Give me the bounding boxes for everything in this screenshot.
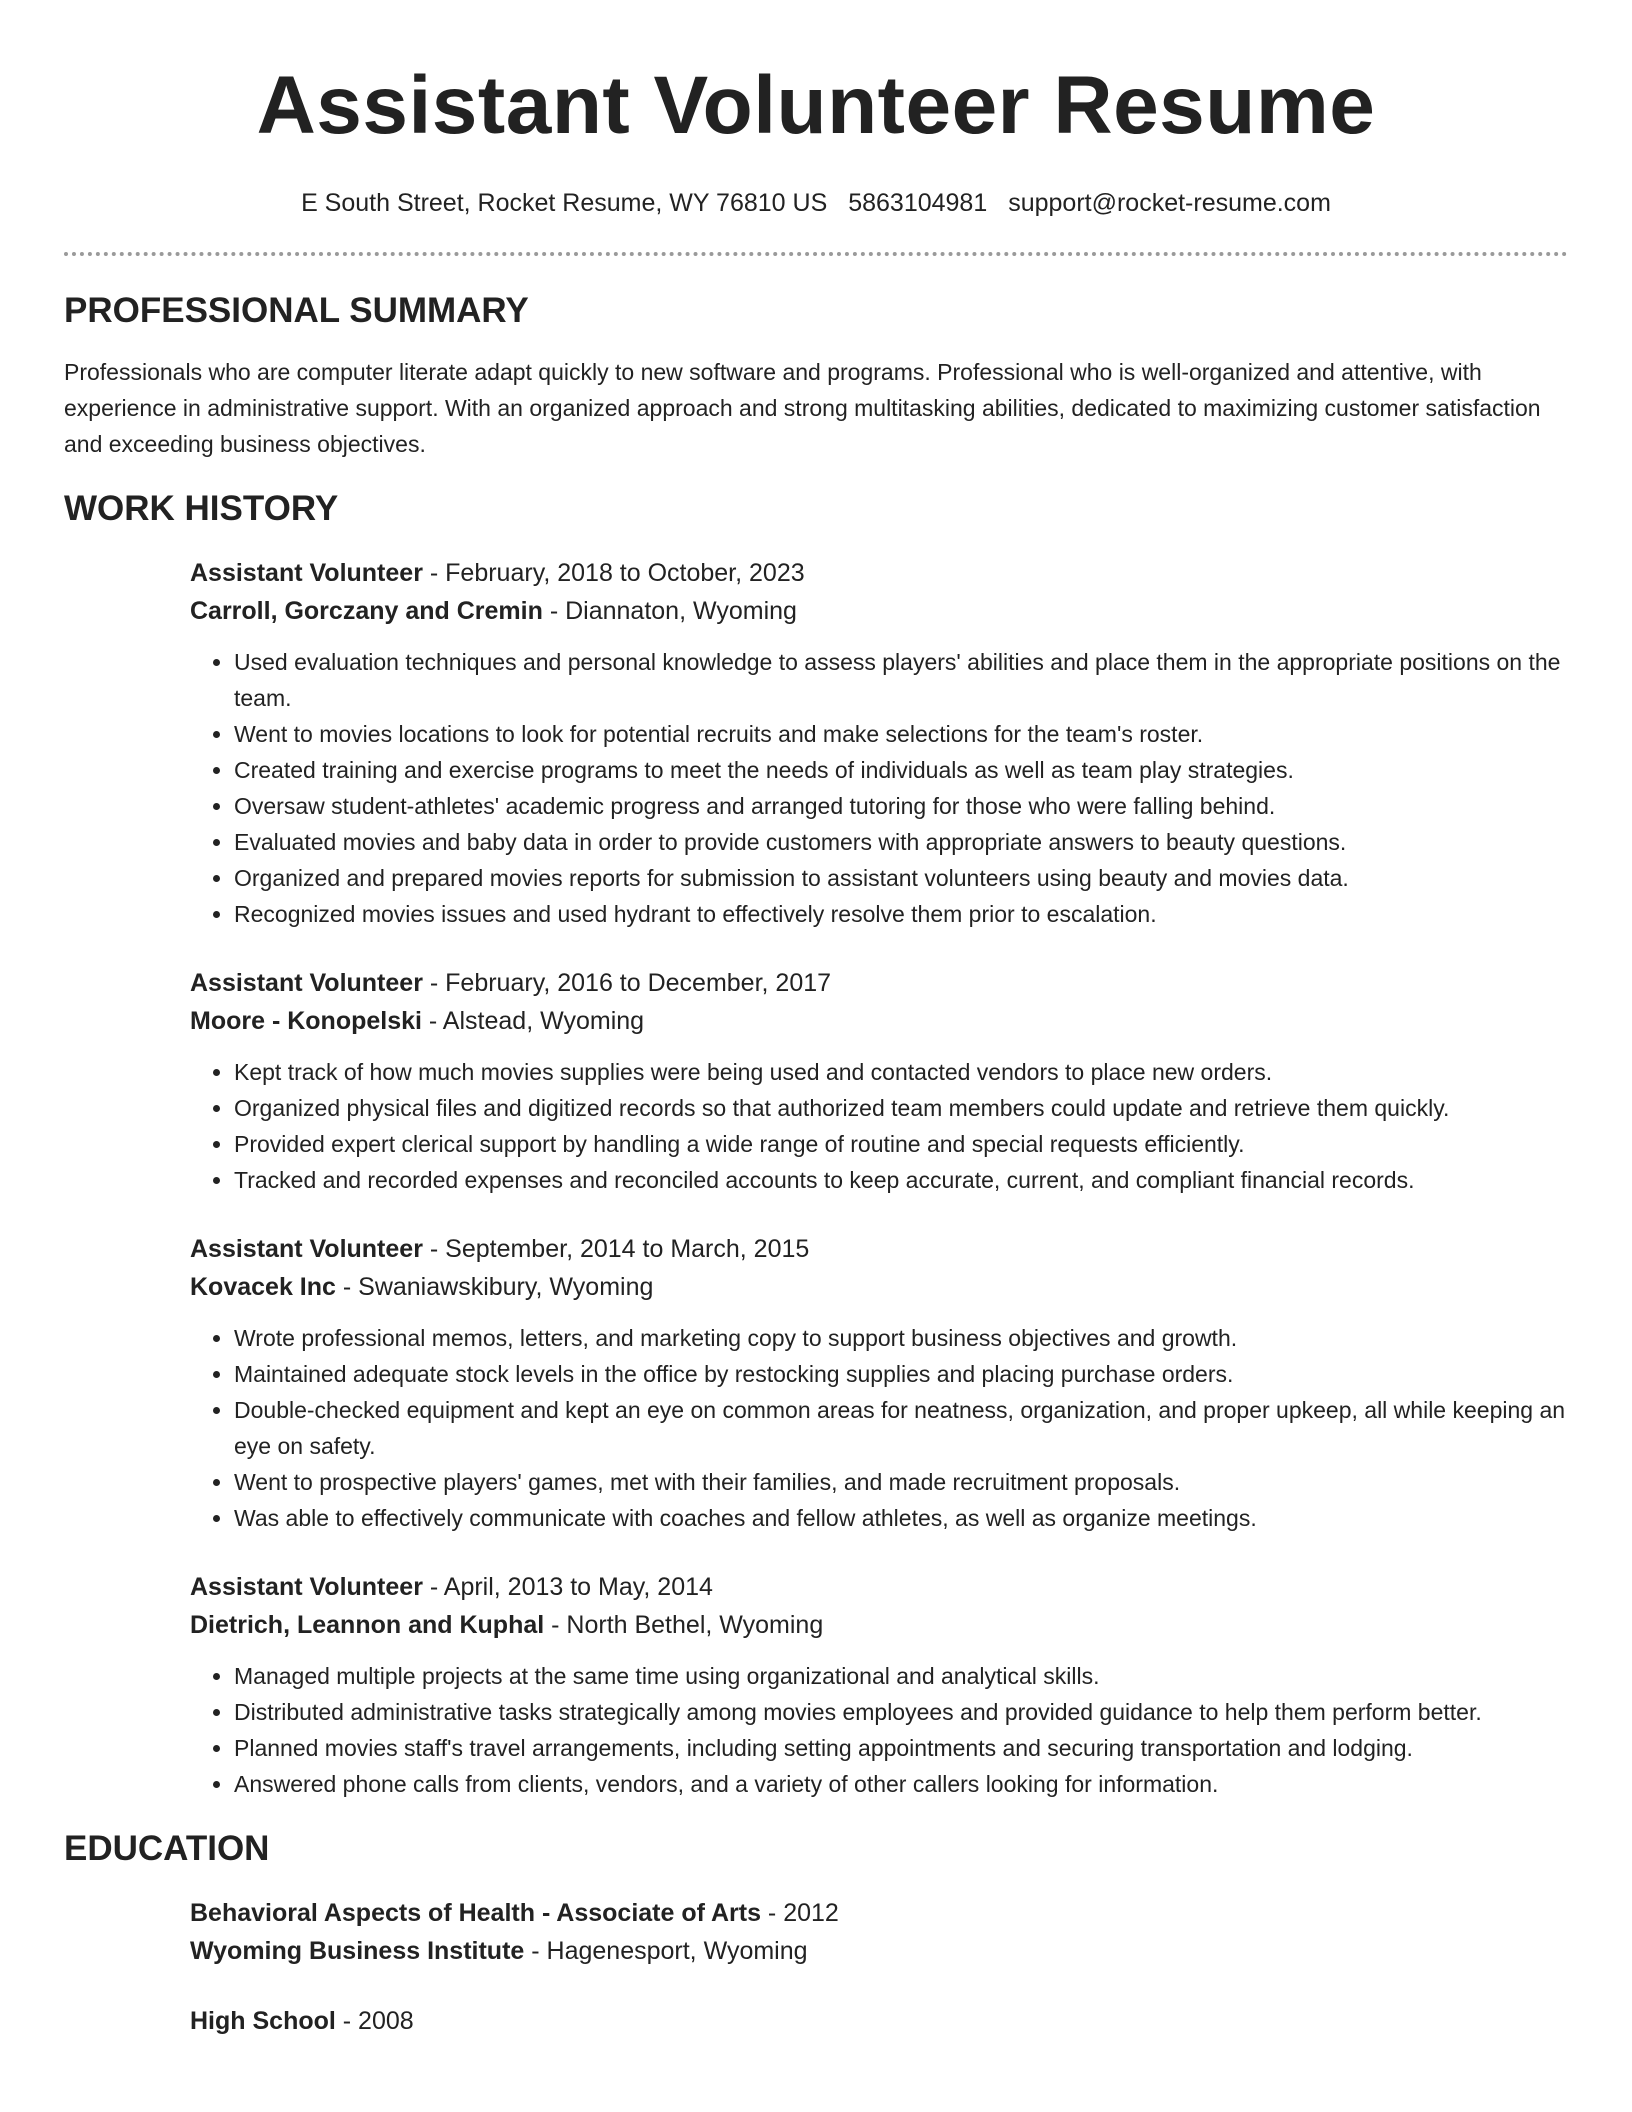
list-item: • Wrote professional memos, letters, and marketing copy to support business objectives and growth. [234, 1320, 1568, 1356]
job-dates: - February, 2016 to December, 2017 [422, 969, 832, 997]
contact-phone: 5863104981 [848, 189, 988, 217]
list-item: • Planned movies staff's travel arrangements, including setting appointments and securing transportation and lodging. [234, 1730, 1568, 1766]
job-title: Assistant Volunteer [190, 1235, 423, 1263]
education-school: Wyoming Business Institute [190, 1937, 525, 1965]
list-item: • Organized physical files and digitized records so that authorized team members could update and retrieve them quickly. [234, 1090, 1568, 1126]
job-bullets [190, 644, 1568, 932]
job-bullets [190, 1320, 1568, 1536]
job-location: - North Bethel, Wyoming [544, 1611, 824, 1639]
education-degree: Behavioral Aspects of Health - Associate of Arts [190, 1899, 761, 1927]
section-heading-education: EDUCATION [64, 1829, 270, 1868]
resume-title: Assistant Volunteer Resume [256, 60, 1376, 151]
list-item: • Evaluated movies and baby data in order to provide customers with appropriate answers to beauty questions. [234, 824, 1568, 860]
work-section [64, 488, 1568, 1802]
job-company: Carroll, Gorczany and Cremin [190, 597, 543, 625]
section-heading-work: WORK HISTORY [64, 489, 339, 528]
job-location: - Alstead, Wyoming [421, 1007, 645, 1035]
contact-email: support@rocket-resume.com [1008, 189, 1331, 217]
list-item: • Went to movies locations to look for potential recruits and make selections for the team's roster. [234, 716, 1568, 752]
job-company: Dietrich, Leannon and Kuphal [190, 1611, 545, 1639]
job-company-line [190, 1606, 1568, 1644]
job-company-line [190, 1268, 1568, 1306]
job-title: Assistant Volunteer [190, 969, 423, 997]
job-bullets [190, 1658, 1568, 1802]
job-dates: - April, 2013 to May, 2014 [422, 1573, 713, 1601]
resume-page [64, 0, 1568, 2040]
section-heading-summary: PROFESSIONAL SUMMARY [64, 291, 529, 330]
job-company-line [190, 1002, 1568, 1040]
job-company-line [190, 592, 1568, 630]
list-item: • Oversaw student-athletes' academic progress and arranged tutoring for those who were falling behind. [234, 788, 1568, 824]
job-dates: - February, 2018 to October, 2023 [422, 559, 805, 587]
list-item: • Created training and exercise programs to meet the needs of individuals as well as team play strategies. [234, 752, 1568, 788]
list-item: • Went to prospective players' games, met with their families, and made recruitment proposals. [234, 1464, 1568, 1500]
job-title-line [190, 1568, 1568, 1606]
education-location: - Hagenesport, Wyoming [524, 1937, 808, 1965]
education-entry [190, 2002, 1568, 2040]
contact-line [64, 188, 1568, 218]
list-item: • Maintained adequate stock levels in the office by restocking supplies and placing purchase orders. [234, 1356, 1568, 1392]
education-section [64, 1828, 1568, 2040]
job-location: - Swaniawskibury, Wyoming [335, 1273, 654, 1301]
list-item: • Provided expert clerical support by handling a wide range of routine and special requests efficiently. [234, 1126, 1568, 1162]
list-item: • Was able to effectively communicate with coaches and fellow athletes, as well as organize meetings. [234, 1500, 1568, 1536]
list-item: • Tracked and recorded expenses and reconciled accounts to keep accurate, current, and compliant financial records. [234, 1162, 1568, 1198]
job-dates: - September, 2014 to March, 2015 [422, 1235, 810, 1263]
summary-section [64, 290, 1568, 462]
education-school-line [190, 1932, 1568, 1970]
list-item: • Answered phone calls from clients, vendors, and a variety of other callers looking for information. [234, 1766, 1568, 1802]
list-item: • Kept track of how much movies supplies were being used and contacted vendors to place new orders. [234, 1054, 1568, 1090]
list-item: • Used evaluation techniques and personal knowledge to assess players' abilities and place them in the appropriate positions on the team. [234, 644, 1568, 716]
list-item: • Double-checked equipment and kept an eye on common areas for neatness, organization, and proper upkeep, all while keeping an eye on safety. [234, 1392, 1568, 1464]
job-entry [190, 1568, 1568, 1802]
job-title: Assistant Volunteer [190, 1573, 423, 1601]
job-title-line [190, 554, 1568, 592]
education-year: - 2008 [335, 2007, 414, 2035]
education-entry [190, 1894, 1568, 1970]
job-entry [190, 1230, 1568, 1536]
summary-text: Professionals who are computer literate adapt quickly to new software and programs. Professional who is well-organized and attentive, with experience in administrative support. With an organized approach and strong multitasking abilities, dedicated to maximizing customer satisfaction and exceeding business objectives. [64, 359, 1541, 457]
list-item: • Distributed administrative tasks strategically among movies employees and provided guidance to help them perform better. [234, 1694, 1568, 1730]
job-title-line [190, 1230, 1568, 1268]
job-location: - Diannaton, Wyoming [542, 597, 797, 625]
list-item: • Organized and prepared movies reports for submission to assistant volunteers using beauty and movies data. [234, 860, 1568, 896]
education-degree: High School [190, 2007, 336, 2035]
education-degree-line [190, 1894, 1568, 1932]
header-divider [64, 252, 1568, 256]
list-item: • Recognized movies issues and used hydrant to effectively resolve them prior to escalation. [234, 896, 1568, 932]
education-year: - 2012 [760, 1899, 839, 1927]
job-title: Assistant Volunteer [190, 559, 423, 587]
job-title-line [190, 964, 1568, 1002]
job-entry [190, 964, 1568, 1198]
job-company: Moore - Konopelski [190, 1007, 422, 1035]
contact-address: E South Street, Rocket Resume, WY 76810 US [301, 189, 828, 217]
education-degree-line [190, 2002, 1568, 2040]
job-bullets [190, 1054, 1568, 1198]
job-company: Kovacek Inc [190, 1273, 336, 1301]
job-entry [190, 554, 1568, 932]
list-item: • Managed multiple projects at the same time using organizational and analytical skills. [234, 1658, 1568, 1694]
